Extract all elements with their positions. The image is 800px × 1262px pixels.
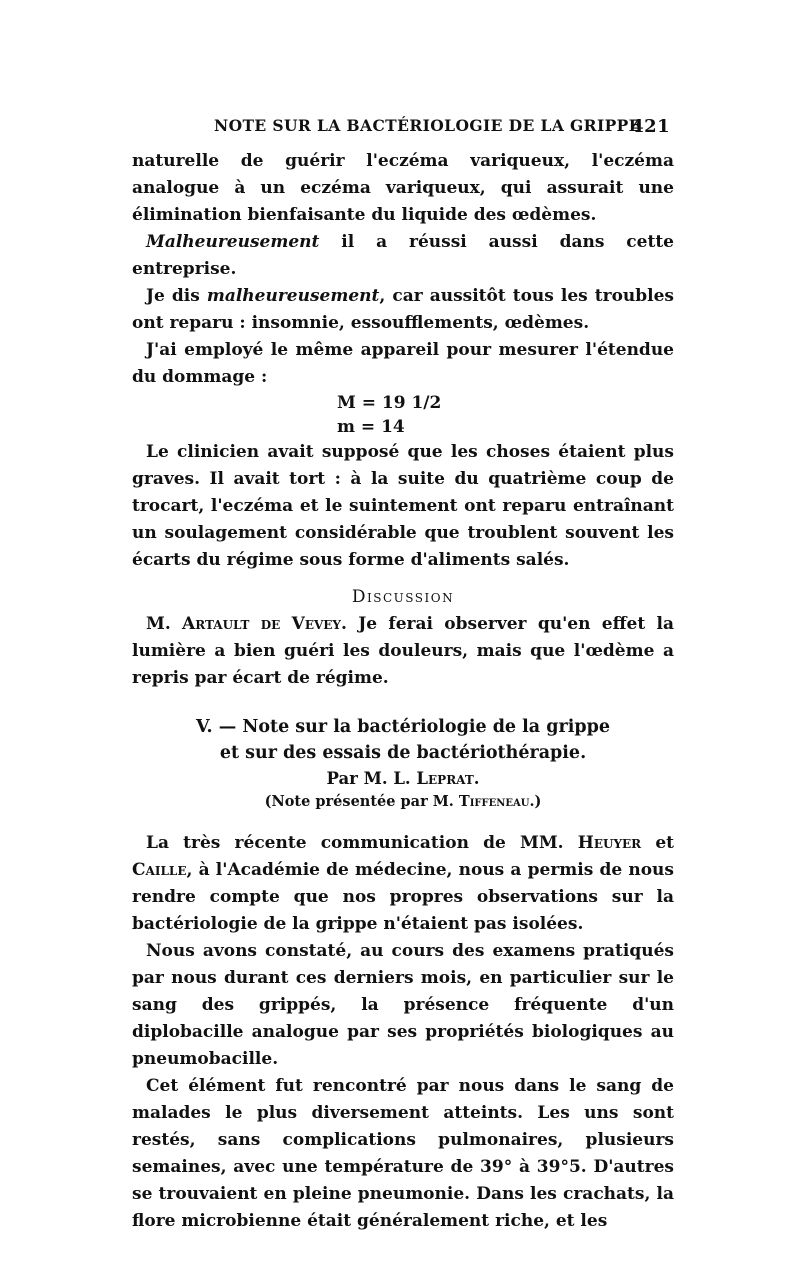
page-body (132, 148, 674, 1235)
paragraph (132, 229, 674, 283)
paragraph: J'ai employé le même appareil pour mesurer l'étendue du dommage : (132, 340, 674, 387)
author-prefix: Par M. L. (326, 769, 417, 788)
section-title-line: et sur des essais de bactériothérapie. (219, 743, 587, 763)
measurement-formula (132, 391, 674, 439)
discussion-paragraph (132, 611, 674, 692)
section-author (132, 766, 674, 792)
paragraph: Nous avons constaté, au cours des examens pratiqués par nous durant ces derniers mois, en particulier sur le sang des grippés, la présence fréquente d'un diplobacille analogue par ses propriétés biologiques au pneumobacille. (132, 941, 674, 1069)
paragraph-text: et (641, 833, 674, 853)
paragraph-text: Je ferai observer qu'en effet la lumière a bien guéri les douleurs, mais que l'œdème a repris par écart de régime. (132, 614, 675, 688)
person-name: Heuyer (577, 833, 642, 853)
paragraph-text: il a réussi aussi dans cette entreprise. (132, 232, 674, 279)
emphasis: Malheureusement (146, 232, 320, 252)
running-title: NOTE SUR LA BACTÉRIOLOGIE DE LA GRIPPE (214, 116, 641, 135)
emphasis: malheureusement (206, 286, 380, 306)
author-name: Leprat. (416, 769, 480, 788)
paragraph-text: , à l'Académie de médecine, nous a permis de nous rendre compte que nos propres observations sur la bactériologie de la grippe n'étaient pas isolées. (132, 860, 674, 934)
paragraph: Le clinicien avait supposé que les choses étaient plus graves. Il avait tort : à la suite du quatrième coup de trocart, l'eczéma et le suintement ont reparu entraînant un soulagement considérable que troublent souvent les écarts du régime sous forme d'aliments salés. (132, 442, 674, 570)
paragraph-continued: naturelle de guérir l'eczéma variqueux, l'eczéma analogue à un eczéma variqueux, qui assurait une élimination bienfaisante du liquide des œdèmes. (132, 151, 674, 225)
paragraph-text: Je dis (146, 286, 207, 306)
paragraph: Cet élément fut rencontré par nous dans le sang de malades le plus diversement atteints. Les uns sont restés, sans complications pulmonaires, plusieurs semaines, avec une température de 39° à 39°5. D'autres se trouvaient en pleine pneumonie. Dans les crachats, la flore microbienne était généralement riche, et les (132, 1076, 674, 1231)
paragraph (132, 283, 674, 337)
note-prefix: (Note présentée par M. (264, 793, 459, 810)
formula-line: m = 14 (337, 417, 405, 437)
page-number: 421 (631, 116, 670, 137)
note-suffix: .) (529, 793, 542, 810)
formula-line: M = 19 1/2 (337, 393, 442, 413)
paragraph-text: La très récente communication de MM. (146, 833, 578, 853)
speaker-name: M. Artault de Vevey. (146, 614, 347, 634)
section-title-line: V. — Note sur la bactériologie de la grippe (196, 717, 610, 737)
paragraph-text: , car aussitôt tous les troubles ont reparu : insomnie, essoufflements, œdèmes. (132, 286, 674, 333)
person-name: Caille (132, 860, 187, 880)
presenter-name: Tiffeneau (458, 793, 530, 810)
presentation-note (132, 792, 674, 812)
discussion-heading: Discussion (351, 587, 455, 607)
paragraph (132, 830, 674, 938)
section-title (132, 714, 674, 766)
